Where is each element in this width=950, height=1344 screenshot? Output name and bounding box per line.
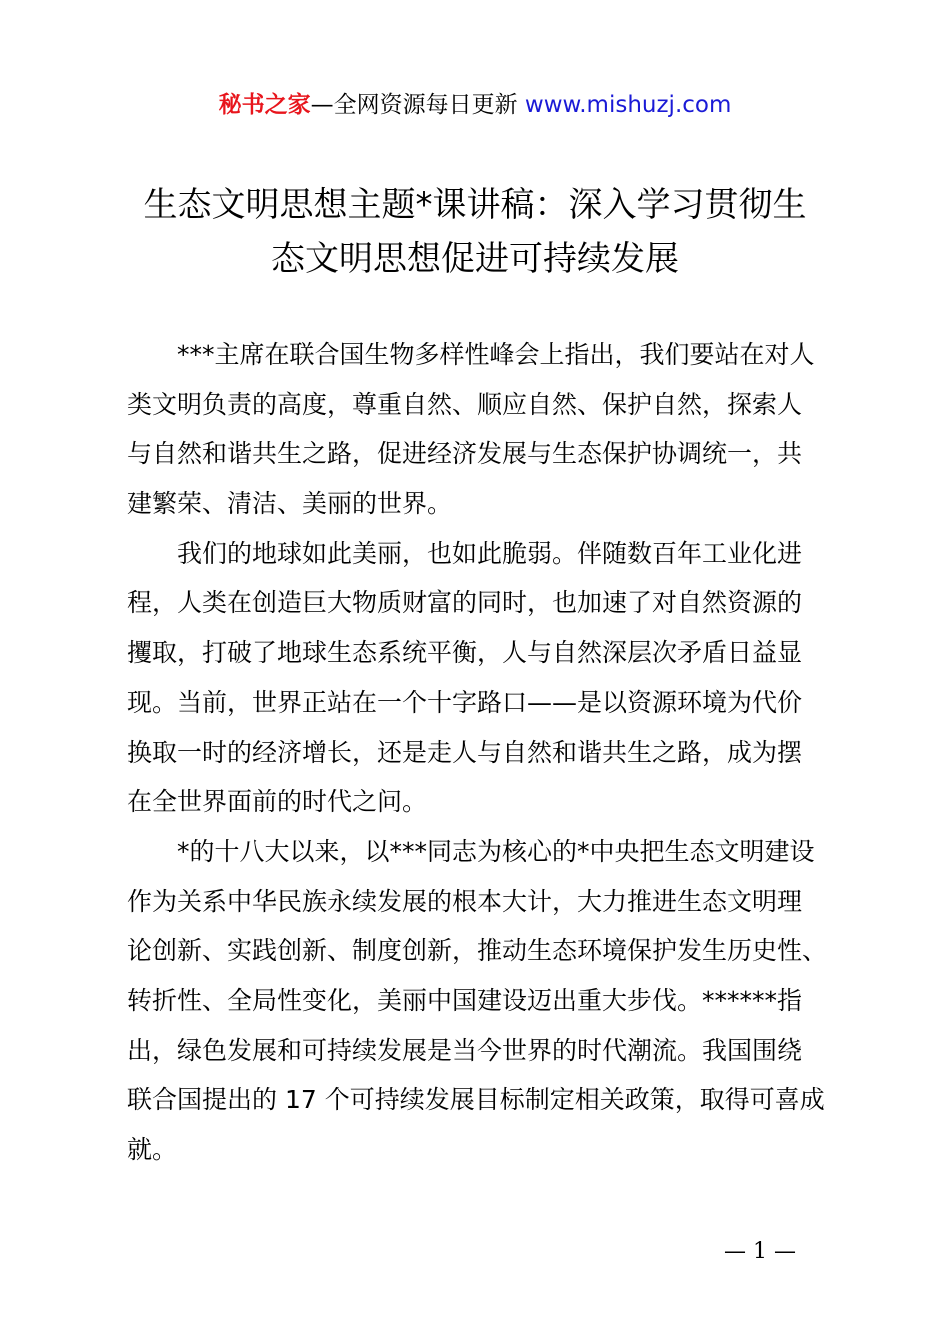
paragraph-line: 程，人类在创造巨大物质财富的同时，也加速了对自然资源的 bbox=[127, 588, 803, 618]
title-line-2: 态文明思想促进可持续发展 bbox=[271, 239, 679, 279]
paragraph-line: 建繁荣、清洁、美丽的世界。 bbox=[127, 489, 453, 519]
paragraph-line: 现。当前，世界正站在一个十字路口——是以资源环境为代价 bbox=[127, 687, 803, 717]
paragraph-line: 类文明负责的高度，尊重自然、顺应自然、保护自然，探索人 bbox=[127, 389, 803, 419]
paragraph-line: 就。 bbox=[127, 1135, 178, 1164]
paragraph-line: 论创新、实践创新、制度创新，推动生态环境保护发生历史性、 bbox=[127, 936, 828, 966]
paragraph-line: 转折性、全局性变化，美丽中国建设迈出重大步伐。******指 bbox=[127, 985, 803, 1015]
document-body bbox=[127, 330, 842, 1175]
paragraph-2 bbox=[127, 529, 842, 827]
site-header bbox=[0, 88, 950, 122]
paragraph-line: 攫取，打破了地球生态系统平衡，人与自然深层次矛盾日益显 bbox=[127, 638, 803, 668]
paragraph-line: 在全世界面前的时代之问。 bbox=[127, 787, 428, 817]
header-slogan: —全网资源每日更新 bbox=[310, 92, 525, 118]
paragraph-line: ***主席在联合国生物多样性峰会上指出，我们要站在对人 bbox=[177, 340, 815, 369]
paragraph-line: 与自然和谐共生之路，促进经济发展与生态保护协调统一，共 bbox=[127, 439, 803, 469]
paragraph-1 bbox=[127, 330, 842, 529]
paragraph-line: 联合国提出的 17 个可持续发展目标制定相关政策，取得可喜成 bbox=[127, 1085, 825, 1115]
paragraph-line: 换取一时的经济增长，还是走人与自然和谐共生之路，成为摆 bbox=[127, 737, 803, 767]
site-url-link[interactable]: www.mishuzj.com bbox=[524, 92, 732, 118]
page-number: — 1 — bbox=[724, 1239, 796, 1264]
paragraph-3 bbox=[127, 827, 842, 1175]
paragraph-line: 出，绿色发展和可持续发展是当今世界的时代潮流。我国围绕 bbox=[127, 1035, 803, 1065]
paragraph-line: 作为关系中华民族永续发展的根本大计，大力推进生态文明理 bbox=[127, 886, 803, 916]
brand-name: 秘书之家 bbox=[218, 92, 311, 118]
document-title bbox=[110, 178, 840, 286]
paragraph-line: 我们的地球如此美丽，也如此脆弱。伴随数百年工业化进 bbox=[177, 538, 803, 568]
paragraph-line: *的十八大以来，以***同志为核心的*中央把生态文明建设 bbox=[177, 836, 815, 866]
title-line-1: 生态文明思想主题*课讲稿：深入学习贯彻生 bbox=[143, 185, 807, 225]
